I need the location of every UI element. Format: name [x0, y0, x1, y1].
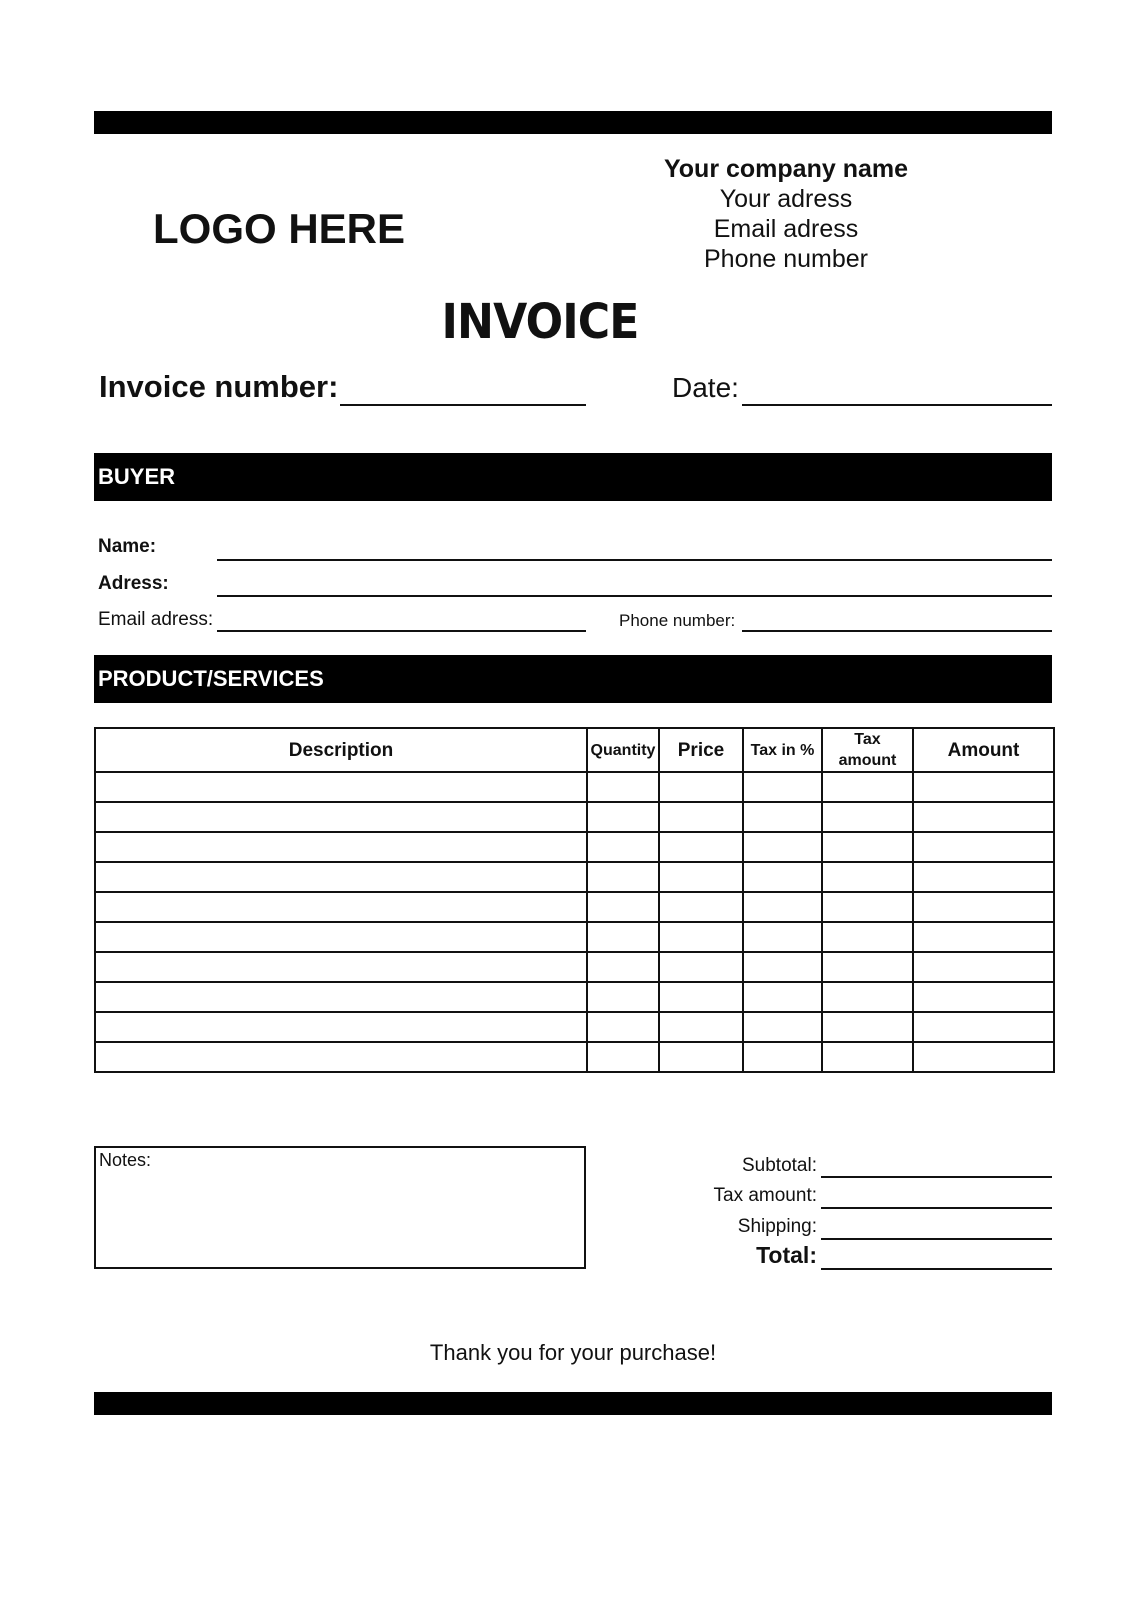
column-header-tax-amount [822, 728, 913, 772]
cell-description[interactable] [95, 982, 587, 1012]
products-table [94, 727, 1055, 1073]
cell-tax-amount[interactable] [822, 922, 913, 952]
products-section-header: PRODUCT/SERVICES [94, 655, 1052, 703]
table-row [95, 1012, 1054, 1042]
cell-tax-amount[interactable] [822, 772, 913, 802]
tax-amount-header-line1: Tax [854, 731, 881, 748]
cell-description[interactable] [95, 802, 587, 832]
buyer-name-label: Name: [98, 536, 157, 557]
cell-tax-amount[interactable] [822, 982, 913, 1012]
invoice-number-field[interactable] [340, 404, 586, 406]
shipping-field[interactable] [821, 1238, 1052, 1240]
buyer-address-label: Adress: [98, 573, 169, 594]
cell-quantity[interactable] [587, 922, 659, 952]
cell-quantity[interactable] [587, 982, 659, 1012]
date-label: Date: [672, 372, 739, 403]
cell-description[interactable] [95, 1012, 587, 1042]
cell-quantity[interactable] [587, 892, 659, 922]
subtotal-field[interactable] [821, 1176, 1052, 1178]
tax-amount-label: Tax amount: [713, 1185, 817, 1206]
table-row [95, 832, 1054, 862]
company-info [636, 154, 936, 274]
column-header-tax-percent: Tax in % [743, 728, 822, 772]
cell-amount[interactable] [913, 832, 1054, 862]
cell-quantity[interactable] [587, 802, 659, 832]
table-row [95, 982, 1054, 1012]
tax-amount-header-line2: amount [838, 752, 897, 769]
cell-tax-amount[interactable] [822, 952, 913, 982]
cell-price[interactable] [659, 1042, 743, 1072]
cell-description[interactable] [95, 922, 587, 952]
subtotal-label: Subtotal: [742, 1155, 817, 1176]
thank-you-message: Thank you for your purchase! [429, 1340, 717, 1365]
table-row [95, 802, 1054, 832]
cell-tax-percent[interactable] [743, 802, 822, 832]
cell-price[interactable] [659, 922, 743, 952]
cell-amount[interactable] [913, 802, 1054, 832]
cell-price[interactable] [659, 832, 743, 862]
top-border-bar [94, 111, 1052, 134]
buyer-phone-field[interactable] [742, 630, 1052, 632]
cell-quantity[interactable] [587, 952, 659, 982]
buyer-email-label: Email adress: [98, 609, 214, 630]
date-field[interactable] [742, 404, 1052, 406]
cell-description[interactable] [95, 862, 587, 892]
table-row [95, 952, 1054, 982]
notes-label: Notes: [99, 1150, 152, 1170]
cell-quantity[interactable] [587, 1042, 659, 1072]
cell-tax-amount[interactable] [822, 832, 913, 862]
cell-tax-percent[interactable] [743, 922, 822, 952]
cell-amount[interactable] [913, 1012, 1054, 1042]
cell-price[interactable] [659, 1012, 743, 1042]
cell-amount[interactable] [913, 892, 1054, 922]
cell-price[interactable] [659, 952, 743, 982]
cell-tax-amount[interactable] [822, 1012, 913, 1042]
cell-tax-percent[interactable] [743, 1012, 822, 1042]
cell-amount[interactable] [913, 922, 1054, 952]
cell-tax-amount[interactable] [822, 1042, 913, 1072]
company-phone: Phone number [703, 245, 868, 273]
cell-amount[interactable] [913, 772, 1054, 802]
logo-placeholder: LOGO HERE [153, 205, 406, 252]
cell-tax-percent[interactable] [743, 982, 822, 1012]
cell-tax-percent[interactable] [743, 952, 822, 982]
table-row [95, 1042, 1054, 1072]
notes-box[interactable] [94, 1146, 586, 1269]
table-row [95, 862, 1054, 892]
table-row [95, 772, 1054, 802]
cell-price[interactable] [659, 862, 743, 892]
cell-amount[interactable] [913, 862, 1054, 892]
table-row [95, 892, 1054, 922]
cell-amount[interactable] [913, 982, 1054, 1012]
bottom-border-bar [94, 1392, 1052, 1415]
cell-quantity[interactable] [587, 862, 659, 892]
cell-amount[interactable] [913, 1042, 1054, 1072]
cell-description[interactable] [95, 772, 587, 802]
cell-quantity[interactable] [587, 832, 659, 862]
cell-tax-percent[interactable] [743, 772, 822, 802]
company-name: Your company name [663, 155, 909, 183]
cell-quantity[interactable] [587, 772, 659, 802]
tax-amount-field[interactable] [821, 1207, 1052, 1209]
column-header-quantity: Quantity [587, 728, 659, 772]
cell-price[interactable] [659, 982, 743, 1012]
cell-description[interactable] [95, 892, 587, 922]
cell-tax-percent[interactable] [743, 832, 822, 862]
cell-description[interactable] [95, 1042, 587, 1072]
cell-tax-percent[interactable] [743, 862, 822, 892]
cell-tax-percent[interactable] [743, 1042, 822, 1072]
buyer-name-field[interactable] [217, 559, 1052, 561]
company-email: Email adress [713, 215, 859, 243]
cell-quantity[interactable] [587, 1012, 659, 1042]
cell-tax-amount[interactable] [822, 892, 913, 922]
cell-price[interactable] [659, 892, 743, 922]
company-address: Your adress [719, 185, 853, 213]
column-header-amount: Amount [913, 728, 1054, 772]
cell-tax-amount[interactable] [822, 802, 913, 832]
buyer-section-header: BUYER [94, 453, 1052, 501]
cell-price[interactable] [659, 802, 743, 832]
cell-tax-percent[interactable] [743, 892, 822, 922]
cell-price[interactable] [659, 772, 743, 802]
products-table-header [95, 728, 1054, 772]
column-header-description: Description [95, 728, 587, 772]
invoice-number-label: Invoice number: [99, 369, 339, 404]
cell-description[interactable] [95, 832, 587, 862]
shipping-label: Shipping: [737, 1216, 817, 1237]
column-header-price: Price [659, 728, 743, 772]
buyer-email-field[interactable] [217, 630, 586, 632]
cell-tax-amount[interactable] [822, 862, 913, 892]
buyer-phone-label: Phone number: [619, 611, 736, 630]
table-row [95, 922, 1054, 952]
total-label: Total: [756, 1242, 817, 1268]
total-field[interactable] [821, 1268, 1052, 1270]
invoice-title: INVOICE [441, 294, 639, 350]
cell-description[interactable] [95, 952, 587, 982]
buyer-address-field[interactable] [217, 595, 1052, 597]
cell-amount[interactable] [913, 952, 1054, 982]
